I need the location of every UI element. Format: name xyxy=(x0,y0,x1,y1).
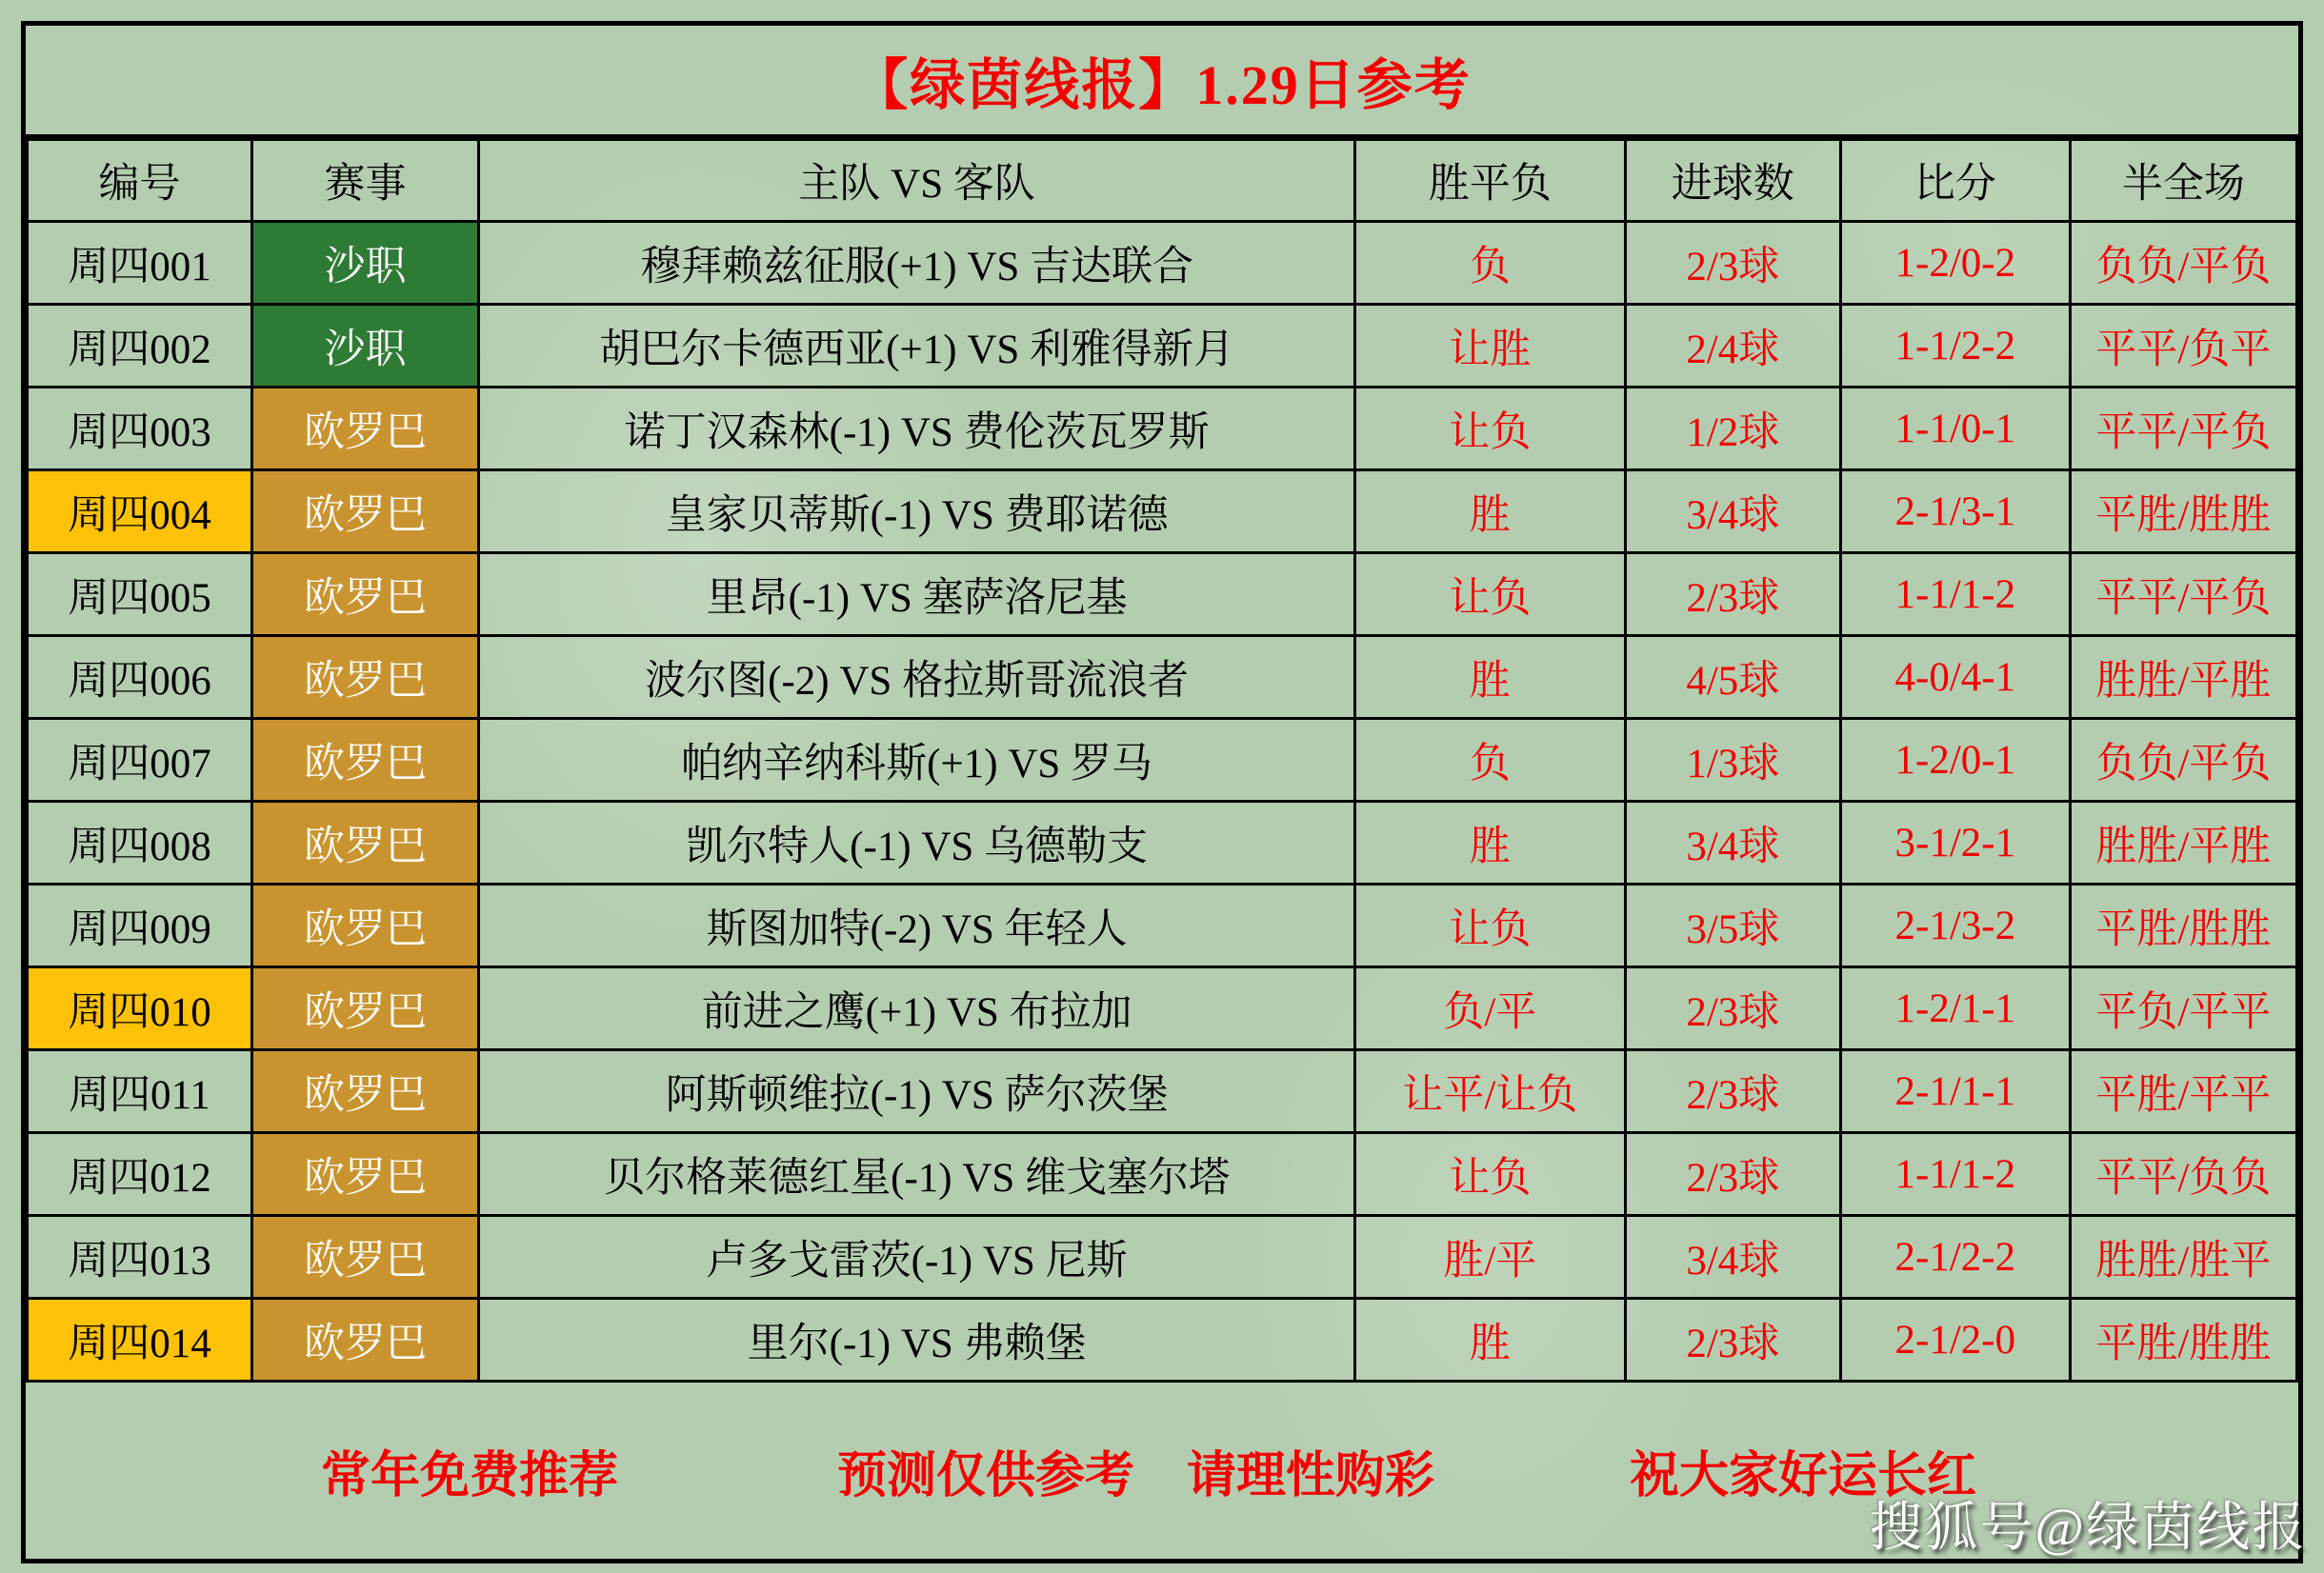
league-badge: 欧罗巴 xyxy=(251,1050,478,1133)
footer-note-free: 常年免费推荐 xyxy=(321,1449,619,1503)
score-prediction: 2-1/2-0 xyxy=(1840,1299,2070,1382)
goals-prediction: 3/5球 xyxy=(1625,885,1840,967)
footer-note-reference: 预测仅供参考 xyxy=(837,1449,1135,1503)
match-number: 周四002 xyxy=(28,305,252,388)
league-badge: 欧罗巴 xyxy=(251,885,478,967)
score-prediction: 4-0/4-1 xyxy=(1840,636,2070,719)
table-row xyxy=(28,719,2297,802)
match-teams: 里昂(-1) VS 塞萨洛尼基 xyxy=(479,553,1355,636)
header-wdl: 胜平负 xyxy=(1355,140,1626,222)
wdl-prediction: 胜 xyxy=(1355,636,1626,719)
table-row xyxy=(28,885,2297,967)
table-row xyxy=(28,967,2297,1050)
goals-prediction: 3/4球 xyxy=(1625,470,1840,553)
halffull-prediction: 平胜/平平 xyxy=(2070,1050,2296,1133)
league-badge: 欧罗巴 xyxy=(251,388,478,470)
match-teams: 皇家贝蒂斯(-1) VS 费耶诺德 xyxy=(479,470,1355,553)
match-teams: 凯尔特人(-1) VS 乌德勒支 xyxy=(479,802,1355,885)
wdl-prediction: 负 xyxy=(1355,222,1626,305)
score-prediction: 2-1/1-1 xyxy=(1840,1050,2070,1133)
match-number: 周四008 xyxy=(28,802,252,885)
score-prediction: 1-1/2-2 xyxy=(1840,305,2070,388)
score-prediction: 2-1/2-2 xyxy=(1840,1216,2070,1299)
wdl-prediction: 胜 xyxy=(1355,1299,1626,1382)
wdl-prediction: 让负 xyxy=(1355,388,1626,470)
goals-prediction: 3/4球 xyxy=(1625,802,1840,885)
table-row xyxy=(28,470,2297,553)
match-teams: 阿斯顿维拉(-1) VS 萨尔茨堡 xyxy=(479,1050,1355,1133)
goals-prediction: 2/3球 xyxy=(1625,967,1840,1050)
predictions-table xyxy=(26,138,2298,1383)
halffull-prediction: 胜胜/平胜 xyxy=(2070,802,2296,885)
goals-prediction: 2/3球 xyxy=(1625,1299,1840,1382)
match-number: 周四007 xyxy=(28,719,252,802)
halffull-prediction: 平平/负平 xyxy=(2070,305,2296,388)
league-badge: 欧罗巴 xyxy=(251,802,478,885)
league-badge: 欧罗巴 xyxy=(251,1133,478,1216)
score-prediction: 1-2/0-2 xyxy=(1840,222,2070,305)
goals-prediction: 2/3球 xyxy=(1625,1133,1840,1216)
league-badge: 欧罗巴 xyxy=(251,553,478,636)
report-sheet xyxy=(21,21,2303,1563)
table-row xyxy=(28,1133,2297,1216)
table-row xyxy=(28,636,2297,719)
header-league: 赛事 xyxy=(251,140,478,222)
wdl-prediction: 胜 xyxy=(1355,802,1626,885)
halffull-prediction: 负负/平负 xyxy=(2070,222,2296,305)
league-badge: 沙职 xyxy=(251,305,478,388)
header-row xyxy=(28,140,2297,222)
goals-prediction: 2/3球 xyxy=(1625,222,1840,305)
halffull-prediction: 负负/平负 xyxy=(2070,719,2296,802)
header-halffull: 半全场 xyxy=(2070,140,2296,222)
halffull-prediction: 胜胜/平胜 xyxy=(2070,636,2296,719)
match-number: 周四012 xyxy=(28,1133,252,1216)
header-id: 编号 xyxy=(28,140,252,222)
match-teams: 波尔图(-2) VS 格拉斯哥流浪者 xyxy=(479,636,1355,719)
score-prediction: 3-1/2-1 xyxy=(1840,802,2070,885)
match-teams: 贝尔格莱德红星(-1) VS 维戈塞尔塔 xyxy=(479,1133,1355,1216)
halffull-prediction: 平平/平负 xyxy=(2070,553,2296,636)
match-number: 周四013 xyxy=(28,1216,252,1299)
score-prediction: 1-2/1-1 xyxy=(1840,967,2070,1050)
match-teams: 穆拜赖兹征服(+1) VS 吉达联合 xyxy=(479,222,1355,305)
halffull-prediction: 胜胜/胜平 xyxy=(2070,1216,2296,1299)
header-score: 比分 xyxy=(1840,140,2070,222)
wdl-prediction: 胜 xyxy=(1355,470,1626,553)
footer-note-luck: 祝大家好运长红 xyxy=(1630,1449,1977,1503)
league-badge: 欧罗巴 xyxy=(251,719,478,802)
goals-prediction: 2/3球 xyxy=(1625,553,1840,636)
halffull-prediction: 平平/负负 xyxy=(2070,1133,2296,1216)
league-badge: 欧罗巴 xyxy=(251,967,478,1050)
score-prediction: 1-1/1-2 xyxy=(1840,553,2070,636)
halffull-prediction: 平平/平负 xyxy=(2070,388,2296,470)
match-teams: 胡巴尔卡德西亚(+1) VS 利雅得新月 xyxy=(479,305,1355,388)
footer-note-rational: 请理性购彩 xyxy=(1187,1449,1435,1503)
table-row xyxy=(28,1216,2297,1299)
match-number: 周四009 xyxy=(28,885,252,967)
wdl-prediction: 负 xyxy=(1355,719,1626,802)
goals-prediction: 1/2球 xyxy=(1625,388,1840,470)
wdl-prediction: 负/平 xyxy=(1355,967,1626,1050)
score-prediction: 2-1/3-1 xyxy=(1840,470,2070,553)
table-row xyxy=(28,1050,2297,1133)
match-teams: 帕纳辛纳科斯(+1) VS 罗马 xyxy=(479,719,1355,802)
score-prediction: 1-1/0-1 xyxy=(1840,388,2070,470)
header-match: 主队 VS 客队 xyxy=(479,140,1355,222)
league-badge: 欧罗巴 xyxy=(251,1216,478,1299)
table-row xyxy=(28,388,2297,470)
match-number: 周四006 xyxy=(28,636,252,719)
score-prediction: 1-1/1-2 xyxy=(1840,1133,2070,1216)
table-row xyxy=(28,305,2297,388)
halffull-prediction: 平胜/胜胜 xyxy=(2070,470,2296,553)
goals-prediction: 1/3球 xyxy=(1625,719,1840,802)
watermark: 搜狐号@绿茵线报 xyxy=(1869,1499,2307,1558)
match-number: 周四005 xyxy=(28,553,252,636)
page-title: 【绿茵线报】1.29日参考 xyxy=(852,54,1472,116)
match-number: 周四004 xyxy=(28,470,252,553)
goals-prediction: 4/5球 xyxy=(1625,636,1840,719)
match-teams: 斯图加特(-2) VS 年轻人 xyxy=(479,885,1355,967)
halffull-prediction: 平胜/胜胜 xyxy=(2070,1299,2296,1382)
score-prediction: 2-1/3-2 xyxy=(1840,885,2070,967)
match-teams: 诺丁汉森林(-1) VS 费伦茨瓦罗斯 xyxy=(479,388,1355,470)
wdl-prediction: 胜/平 xyxy=(1355,1216,1626,1299)
title-bar xyxy=(26,26,2298,138)
wdl-prediction: 让负 xyxy=(1355,1133,1626,1216)
halffull-prediction: 平胜/胜胜 xyxy=(2070,885,2296,967)
table-row xyxy=(28,222,2297,305)
match-number: 周四011 xyxy=(28,1050,252,1133)
wdl-prediction: 让胜 xyxy=(1355,305,1626,388)
wdl-prediction: 让平/让负 xyxy=(1355,1050,1626,1133)
score-prediction: 1-2/0-1 xyxy=(1840,719,2070,802)
table-row xyxy=(28,553,2297,636)
league-badge: 欧罗巴 xyxy=(251,636,478,719)
league-badge: 欧罗巴 xyxy=(251,470,478,553)
match-teams: 前进之鹰(+1) VS 布拉加 xyxy=(479,967,1355,1050)
match-number: 周四003 xyxy=(28,388,252,470)
table-row xyxy=(28,1299,2297,1382)
halffull-prediction: 平负/平平 xyxy=(2070,967,2296,1050)
goals-prediction: 3/4球 xyxy=(1625,1216,1840,1299)
match-number: 周四001 xyxy=(28,222,252,305)
match-teams: 卢多戈雷茨(-1) VS 尼斯 xyxy=(479,1216,1355,1299)
wdl-prediction: 让负 xyxy=(1355,553,1626,636)
league-badge: 欧罗巴 xyxy=(251,1299,478,1382)
wdl-prediction: 让负 xyxy=(1355,885,1626,967)
goals-prediction: 2/4球 xyxy=(1625,305,1840,388)
goals-prediction: 2/3球 xyxy=(1625,1050,1840,1133)
match-teams: 里尔(-1) VS 弗赖堡 xyxy=(479,1299,1355,1382)
table-row xyxy=(28,802,2297,885)
league-badge: 沙职 xyxy=(251,222,478,305)
header-goals: 进球数 xyxy=(1625,140,1840,222)
match-number: 周四010 xyxy=(28,967,252,1050)
match-number: 周四014 xyxy=(28,1299,252,1382)
